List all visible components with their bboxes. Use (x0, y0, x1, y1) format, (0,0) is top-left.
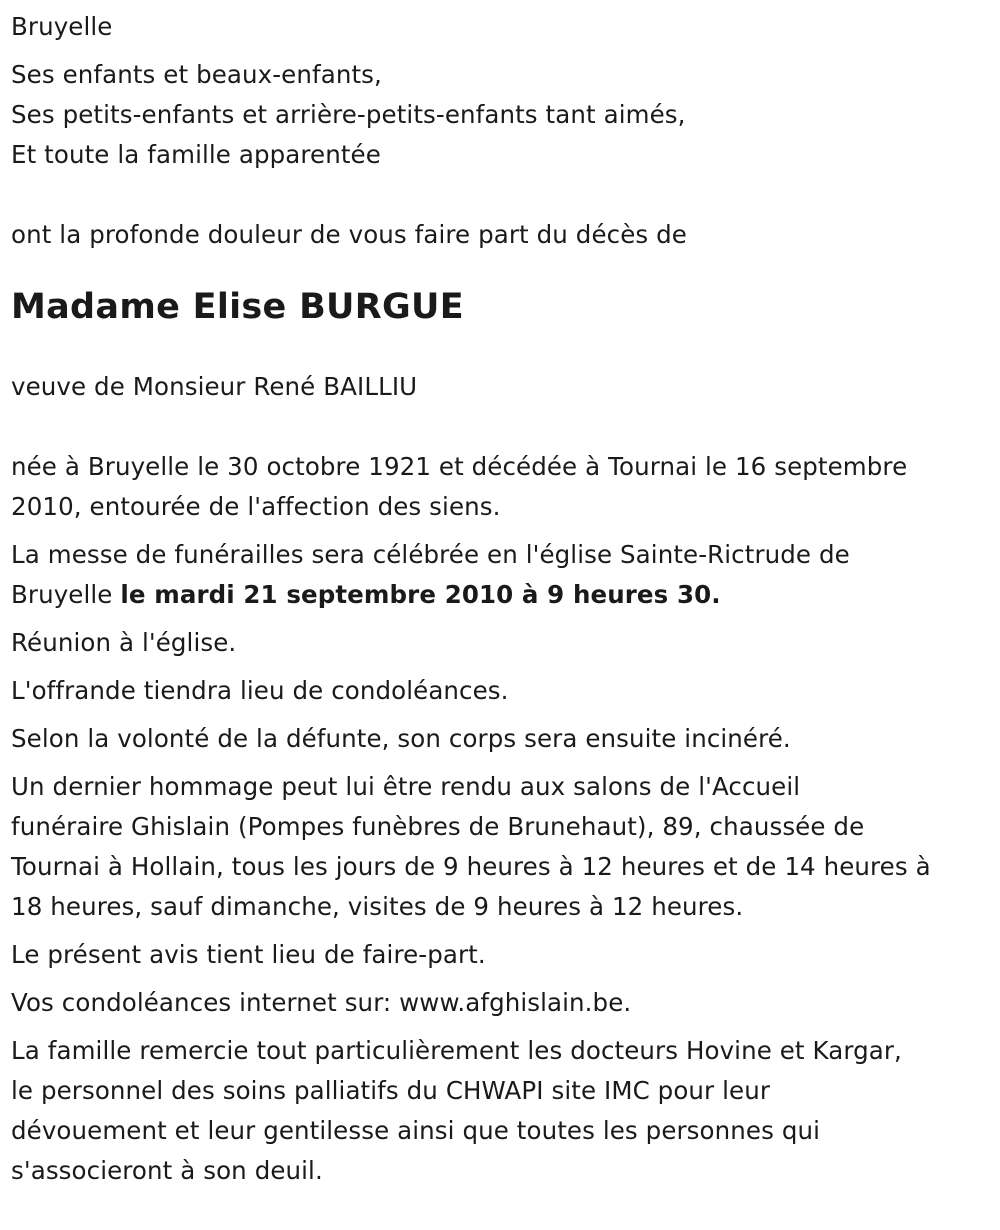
birth-death-line: 2010, entourée de l'affection des siens. (11, 492, 501, 521)
tribute-line: 18 heures, sauf dimanche, visites de 9 heures à 12 heures. (11, 892, 744, 921)
offering-text: L'offrande tiendra lieu de condoléances. (11, 676, 509, 705)
mass-line: La messe de funérailles sera célébrée en l'église Sainte-Rictrude de (11, 540, 850, 569)
place-heading: Bruyelle (11, 12, 113, 41)
mass-block (11, 535, 1000, 615)
cremation-text: Selon la volonté de la défunte, son corps sera ensuite incinéré. (11, 724, 791, 753)
family-line: Ses petits-enfants et arrière-petits-enfants tant aimés, (11, 100, 686, 129)
family-line: Ses enfants et beaux-enfants, (11, 60, 382, 89)
thanks-line: dévouement et leur gentilesse ainsi que toutes les personnes qui (11, 1116, 821, 1145)
announcement-text: ont la profonde douleur de vous faire part du décès de (11, 220, 687, 249)
family-block (11, 55, 1000, 175)
condolences-text: Vos condoléances internet sur: www.afghislain.be. (11, 988, 632, 1017)
meeting-text: Réunion à l'église. (11, 628, 237, 657)
tribute-line: Un dernier hommage peut lui être rendu aux salons de l'Accueil (11, 772, 801, 801)
deceased-name: Madame Elise BURGUE (11, 287, 464, 327)
thanks-line: s'associeront à son deuil. (11, 1156, 323, 1185)
mass-place: Bruyelle (11, 580, 121, 609)
tribute-block (11, 767, 1000, 927)
thanks-line: La famille remercie tout particulièrement les docteurs Hovine et Kargar, (11, 1036, 902, 1065)
mass-date-time: le mardi 21 septembre 2010 à 9 heures 30. (120, 580, 721, 609)
birth-death-block (11, 447, 1000, 527)
tribute-line: Tournai à Hollain, tous les jours de 9 heures à 12 heures et de 14 heures à (11, 852, 931, 881)
tribute-line: funéraire Ghislain (Pompes funèbres de Brunehaut), 89, chaussée de (11, 812, 865, 841)
notice-text: Le présent avis tient lieu de faire-part. (11, 940, 486, 969)
widow-of-text: veuve de Monsieur René BAILLIU (11, 372, 418, 401)
birth-death-line: née à Bruyelle le 30 octobre 1921 et décédée à Tournai le 16 septembre (11, 452, 908, 481)
mass-line (11, 575, 1000, 615)
thanks-line: le personnel des soins palliatifs du CHWAPI site IMC pour leur (11, 1076, 770, 1105)
family-line: Et toute la famille apparentée (11, 140, 381, 169)
thanks-block (11, 1031, 1000, 1191)
